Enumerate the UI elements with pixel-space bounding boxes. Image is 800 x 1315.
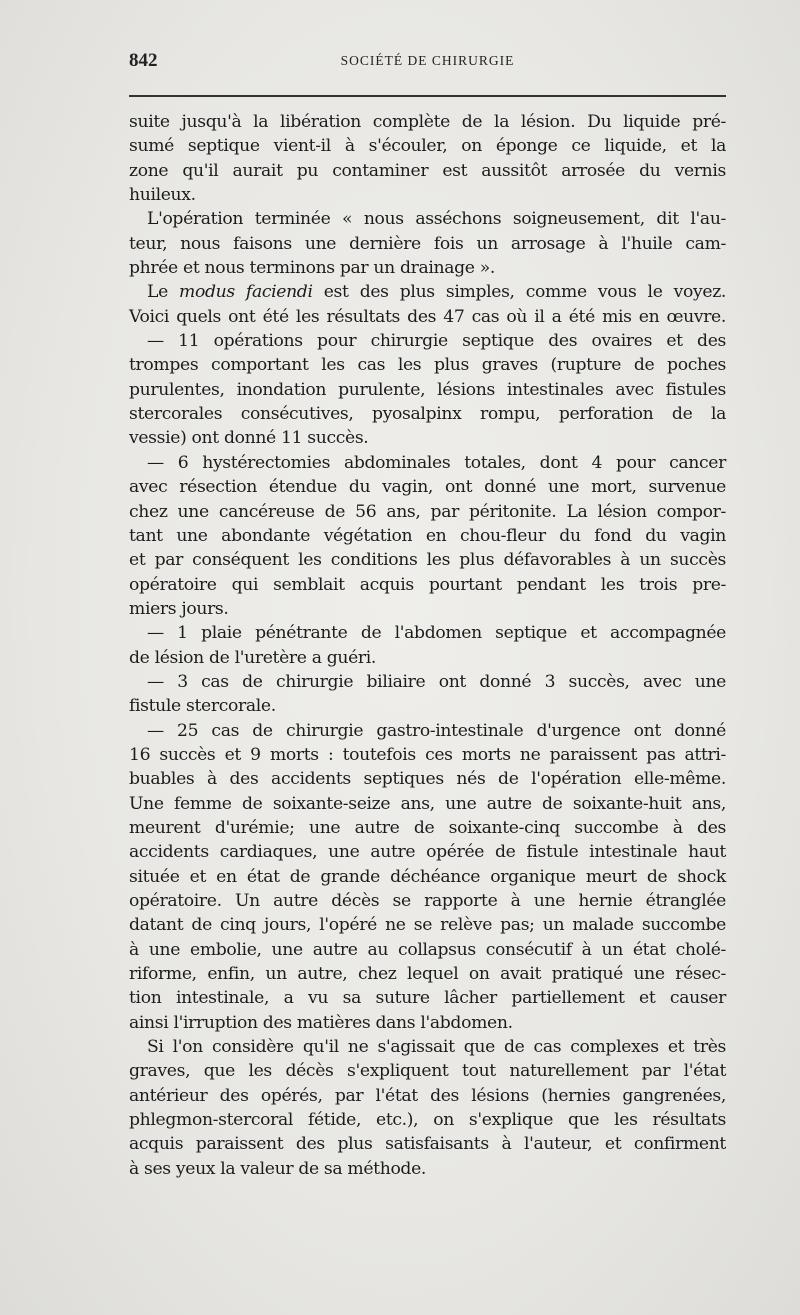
text-line: tant une abondante végétation en chou-fleur du fond du vagin xyxy=(129,525,726,546)
text-line: — 25 cas de chirurgie gastro-intestinale d'urgence ont donné xyxy=(147,720,726,741)
text-line: meurent d'urémie; une autre de soixante-cinq succombe à des xyxy=(129,817,726,838)
text-line: phrée et nous terminons par un drainage ». xyxy=(129,258,495,279)
text-line: buables à des accidents septiques nés de l'opération elle-même. xyxy=(129,769,726,790)
text-line: fistule stercorale. xyxy=(129,696,276,717)
text-line: purulentes, inondation purulente, lésions intestinales avec fistules xyxy=(129,379,726,400)
text-line: graves, que les décès s'expliquent tout naturellement par l'état xyxy=(129,1061,726,1082)
text-line: huileux. xyxy=(129,185,196,206)
text-line xyxy=(129,280,726,304)
text-line: stercorales consécutives, pyosalpinx rompu, perforation de la xyxy=(129,404,726,425)
text-line: à ses yeux la valeur de sa méthode. xyxy=(129,1158,427,1179)
text-line: riforme, enfin, un autre, chez lequel on avait pratiqué une résec- xyxy=(129,964,726,985)
text-fragment: Le xyxy=(147,282,180,303)
text-line: de lésion de l'uretère a guéri. xyxy=(129,647,377,668)
text-line: à une embolie, une autre au collapsus consécutif à un état cholé- xyxy=(129,939,726,960)
text-line: accidents cardiaques, une autre opérée de fistule intestinale haut xyxy=(129,842,726,863)
text-line: Si l'on considère qu'il ne s'agissait que de cas complexes et très xyxy=(147,1037,726,1058)
text-line: Une femme de soixante-seize ans, une autre de soixante-huit ans, xyxy=(129,793,726,814)
text-line: opératoire. Un autre décès se rapporte à une hernie étranglée xyxy=(129,891,726,911)
text-line: opératoire qui semblait acquis pourtant pendant les trois pre- xyxy=(129,574,726,595)
text-line: trompes comportant les cas les plus graves (rupture de poches xyxy=(129,355,726,376)
text-line: Voici quels ont été les résultats des 47 cas où il a été mis en œuvre. xyxy=(129,306,726,327)
text-line: antérieur des opérés, par l'état des lésions (hernies gangrenées, xyxy=(129,1085,726,1106)
text-line: avec résection étendue du vagin, ont donné une mort, survenue xyxy=(129,477,726,498)
header-rule xyxy=(129,95,726,97)
text-line: sumé septique vient-il à s'écouler, on éponge ce liquide, et la xyxy=(129,136,726,157)
text-line: teur, nous faisons une dernière fois un arrosage à l'huile cam- xyxy=(129,233,726,254)
body-text xyxy=(129,110,726,1181)
text-line: — 6 hystérectomies abdominales totales, dont 4 pour cancer xyxy=(147,452,726,473)
text-line: — 11 opérations pour chirurgie septique des ovaires et des xyxy=(147,331,726,352)
text-line: chez une cancéreuse de 56 ans, par péritonite. La lésion compor- xyxy=(129,501,726,522)
text-line: datant de cinq jours, l'opéré ne se relève pas; un malade succombe xyxy=(129,915,726,936)
text-line: zone qu'il aurait pu contaminer est aussitôt arrosée du vernis xyxy=(129,160,726,181)
text-line: L'opération terminée « nous asséchons soigneusement, dit l'au- xyxy=(147,209,726,230)
text-line: — 3 cas de chirurgie biliaire ont donné 3 succès, avec une xyxy=(147,671,726,692)
text-line: — 1 plaie pénétrante de l'abdomen septique et accompagnée xyxy=(147,623,726,644)
text-line: située et en état de grande déchéance organique meurt de shock xyxy=(129,866,726,887)
text-line: miers jours. xyxy=(129,598,229,619)
running-title: SOCIÉTÉ DE CHIRURGIE xyxy=(340,53,515,68)
text-line: phlegmon-stercoral fétide, etc.), on s'explique que les résultats xyxy=(129,1110,726,1131)
text-line: 16 succès et 9 morts : toutefois ces morts ne paraissent pas attri- xyxy=(129,744,726,765)
page-number: 842 xyxy=(129,50,158,71)
text-line: ainsi l'irruption des matières dans l'abdomen. xyxy=(129,1012,513,1033)
text-line: et par conséquent les conditions les plus défavorables à un succès xyxy=(129,550,726,571)
running-header xyxy=(129,50,726,74)
text-line: suite jusqu'à la libération complète de la lésion. Du liquide pré- xyxy=(129,112,726,132)
text-line: tion intestinale, a vu sa suture lâcher partiellement et causer xyxy=(129,988,726,1009)
text-fragment: est des plus simples, comme vous le voyez. xyxy=(312,282,727,303)
text-line: vessie) ont donné 11 succès. xyxy=(129,428,369,449)
text-line: acquis paraissent des plus satisfaisants à l'auteur, et confirment xyxy=(129,1134,726,1155)
italic-phrase: modus faciendi xyxy=(179,282,313,303)
